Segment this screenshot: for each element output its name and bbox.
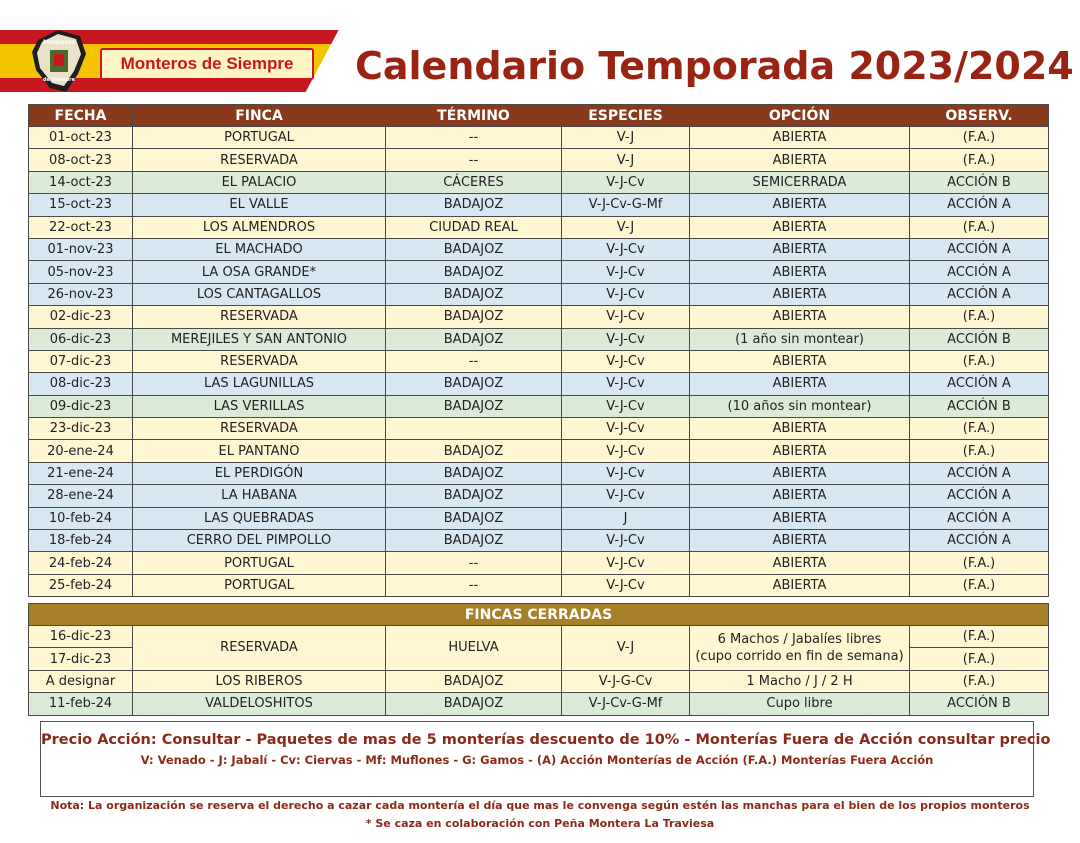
cell-especies: V-J bbox=[562, 216, 690, 238]
cell-termino: BADAJOZ bbox=[386, 283, 562, 305]
cell-termino: CÁCERES bbox=[386, 171, 562, 193]
cell-termino: BADAJOZ bbox=[386, 440, 562, 462]
opcion-line-1: 6 Machos / Jabalíes libres bbox=[717, 631, 882, 647]
cell-observ: ACCIÓN B bbox=[910, 693, 1049, 715]
table-row bbox=[29, 530, 1049, 552]
cell-fecha: 25-feb-24 bbox=[29, 574, 133, 596]
species-legend-text: V: Venado - J: Jabalí - Cv: Ciervas - Mf: Muflones - G: Gamos - (A) Acción Monterías de Acción (F.A.) Monterías Fuera Acción bbox=[140, 753, 934, 767]
cell-fecha: 18-feb-24 bbox=[29, 530, 133, 552]
cell-opcion: ABIERTA bbox=[690, 261, 910, 283]
cell-finca: LOS CANTAGALLOS bbox=[133, 283, 386, 305]
cell-especies: V-J-Cv bbox=[562, 238, 690, 260]
cell-observ: (F.A.) bbox=[910, 350, 1049, 372]
cell-observ: (F.A.) bbox=[910, 418, 1049, 440]
closed-estates-title: FINCAS CERRADAS bbox=[29, 604, 1049, 626]
table-row bbox=[29, 462, 1049, 484]
cell-fecha: 07-dic-23 bbox=[29, 350, 133, 372]
cell-especies: V-J-Cv bbox=[562, 261, 690, 283]
calendar-table bbox=[28, 104, 1049, 597]
cell-opcion: ABIERTA bbox=[690, 574, 910, 596]
cell-fecha: 11-feb-24 bbox=[29, 693, 133, 715]
cell-termino: BADAJOZ bbox=[386, 670, 562, 692]
table-row bbox=[29, 395, 1049, 417]
cell-especies: V-J-Cv bbox=[562, 171, 690, 193]
cell-especies: V-J-Cv bbox=[562, 485, 690, 507]
cell-finca: LAS LAGUNILLAS bbox=[133, 373, 386, 395]
cell-especies: V-J-Cv bbox=[562, 552, 690, 574]
cell-finca: RESERVADA bbox=[133, 149, 386, 171]
cell-finca: RESERVADA bbox=[133, 626, 386, 671]
cell-finca: EL PALACIO bbox=[133, 171, 386, 193]
table-row bbox=[29, 373, 1049, 395]
table-header-row bbox=[29, 105, 1049, 127]
collaboration-note: * Se caza en colaboración con Peña Montera La Traviesa bbox=[365, 817, 715, 830]
cell-termino: -- bbox=[386, 574, 562, 596]
cell-fecha: 15-oct-23 bbox=[29, 194, 133, 216]
col-header-opcion: OPCIÓN bbox=[690, 105, 910, 127]
cell-termino: BADAJOZ bbox=[386, 395, 562, 417]
cell-termino: HUELVA bbox=[386, 626, 562, 671]
table-row bbox=[29, 149, 1049, 171]
table-row bbox=[29, 171, 1049, 193]
table-row bbox=[29, 261, 1049, 283]
cell-especies: V-J-Cv bbox=[562, 418, 690, 440]
cell-finca: PORTUGAL bbox=[133, 574, 386, 596]
cell-observ: ACCIÓN A bbox=[910, 261, 1049, 283]
table-row bbox=[29, 238, 1049, 260]
cell-opcion: SEMICERRADA bbox=[690, 171, 910, 193]
cell-opcion: ABIERTA bbox=[690, 238, 910, 260]
cell-opcion: ABIERTA bbox=[690, 552, 910, 574]
col-header-fecha: FECHA bbox=[29, 105, 133, 127]
cell-especies: V-J bbox=[562, 149, 690, 171]
cell-finca: LAS VERILLAS bbox=[133, 395, 386, 417]
cell-finca: LAS QUEBRADAS bbox=[133, 507, 386, 529]
cell-termino: CIUDAD REAL bbox=[386, 216, 562, 238]
cell-fecha: 28-ene-24 bbox=[29, 485, 133, 507]
table-row bbox=[29, 670, 1049, 692]
cell-termino bbox=[386, 418, 562, 440]
table-row bbox=[29, 626, 1049, 648]
cell-termino: BADAJOZ bbox=[386, 693, 562, 715]
cell-finca: RESERVADA bbox=[133, 306, 386, 328]
cell-finca: EL PANTANO bbox=[133, 440, 386, 462]
cell-observ: ACCIÓN B bbox=[910, 395, 1049, 417]
table-row bbox=[29, 693, 1049, 715]
cell-termino: BADAJOZ bbox=[386, 194, 562, 216]
cell-termino: BADAJOZ bbox=[386, 261, 562, 283]
cell-fecha: 08-dic-23 bbox=[29, 373, 133, 395]
organization-note: Nota: La organización se reserva el derecho a cazar cada montería el día que mas le convenga según estén las manchas para el bien de los propios monteros bbox=[50, 799, 1030, 812]
cell-finca: EL VALLE bbox=[133, 194, 386, 216]
cell-observ: (F.A.) bbox=[910, 216, 1049, 238]
cell-fecha: 08-oct-23 bbox=[29, 149, 133, 171]
cell-finca: VALDELOSHITOS bbox=[133, 693, 386, 715]
col-header-termino: TÉRMINO bbox=[386, 105, 562, 127]
pricing-text: Precio Acción: Consultar - Paquetes de mas de 5 monterías descuento de 10% - Monterías Fuera de Acción consultar precio bbox=[41, 732, 1051, 748]
cell-especies: V-J-Cv bbox=[562, 350, 690, 372]
cell-especies: V-J-Cv bbox=[562, 530, 690, 552]
cell-finca: EL PERDIGÓN bbox=[133, 462, 386, 484]
table-row bbox=[29, 418, 1049, 440]
cell-opcion: ABIERTA bbox=[690, 440, 910, 462]
cell-opcion: ABIERTA bbox=[690, 216, 910, 238]
cell-opcion: ABIERTA bbox=[690, 373, 910, 395]
cell-opcion: Cupo libre bbox=[690, 693, 910, 715]
cell-observ: (F.A.) bbox=[910, 127, 1049, 149]
cell-opcion: (10 años sin montear) bbox=[690, 395, 910, 417]
cell-opcion: ABIERTA bbox=[690, 194, 910, 216]
brand-name: Monteros de Siempre bbox=[100, 48, 314, 80]
cell-fecha: 17-dic-23 bbox=[29, 648, 133, 670]
table-row bbox=[29, 485, 1049, 507]
cell-termino: BADAJOZ bbox=[386, 507, 562, 529]
cell-especies: V-J bbox=[562, 127, 690, 149]
cell-especies: V-J bbox=[562, 626, 690, 671]
cell-fecha: 16-dic-23 bbox=[29, 626, 133, 648]
cell-observ: ACCIÓN A bbox=[910, 507, 1049, 529]
col-header-especies: ESPECIES bbox=[562, 105, 690, 127]
cell-fecha: A designar bbox=[29, 670, 133, 692]
cell-finca: EL MACHADO bbox=[133, 238, 386, 260]
cell-observ: ACCIÓN A bbox=[910, 194, 1049, 216]
cell-observ: (F.A.) bbox=[910, 574, 1049, 596]
cell-opcion: ABIERTA bbox=[690, 350, 910, 372]
table-row bbox=[29, 552, 1049, 574]
cell-fecha: 10-feb-24 bbox=[29, 507, 133, 529]
cell-finca: MEREJILES Y SAN ANTONIO bbox=[133, 328, 386, 350]
cell-observ: ACCIÓN A bbox=[910, 485, 1049, 507]
cell-finca: LA HABANA bbox=[133, 485, 386, 507]
cell-finca: CERRO DEL PIMPOLLO bbox=[133, 530, 386, 552]
cell-observ: ACCIÓN A bbox=[910, 283, 1049, 305]
cell-fecha: 09-dic-23 bbox=[29, 395, 133, 417]
cell-observ: (F.A.) bbox=[910, 552, 1049, 574]
cell-termino: BADAJOZ bbox=[386, 485, 562, 507]
col-header-observ: OBSERV. bbox=[910, 105, 1049, 127]
cell-observ: (F.A.) bbox=[910, 149, 1049, 171]
cell-finca: LOS RIBEROS bbox=[133, 670, 386, 692]
cell-fecha: 14-oct-23 bbox=[29, 171, 133, 193]
table-row bbox=[29, 507, 1049, 529]
cell-termino: BADAJOZ bbox=[386, 530, 562, 552]
cell-opcion: ABIERTA bbox=[690, 283, 910, 305]
table-row bbox=[29, 283, 1049, 305]
cell-especies: V-J-Cv bbox=[562, 306, 690, 328]
logo-emblem-icon bbox=[28, 26, 90, 98]
cell-opcion bbox=[690, 626, 910, 671]
cell-termino: -- bbox=[386, 552, 562, 574]
cell-fecha: 21-ene-24 bbox=[29, 462, 133, 484]
table-row bbox=[29, 328, 1049, 350]
page-title: Calendario Temporada 2023/2024 bbox=[355, 44, 1074, 88]
cell-finca: PORTUGAL bbox=[133, 552, 386, 574]
cell-observ: (F.A.) bbox=[910, 626, 1049, 648]
cell-termino: BADAJOZ bbox=[386, 238, 562, 260]
col-header-finca: FINCA bbox=[133, 105, 386, 127]
cell-especies: J bbox=[562, 507, 690, 529]
closed-estates-table bbox=[28, 603, 1049, 716]
cell-finca: LOS ALMENDROS bbox=[133, 216, 386, 238]
cell-termino: BADAJOZ bbox=[386, 306, 562, 328]
cell-especies: V-J-Cv bbox=[562, 373, 690, 395]
cell-especies: V-J-Cv bbox=[562, 283, 690, 305]
cell-fecha: 02-dic-23 bbox=[29, 306, 133, 328]
calendar-body bbox=[29, 127, 1049, 597]
cell-especies: V-J-Cv bbox=[562, 328, 690, 350]
cell-observ: ACCIÓN B bbox=[910, 328, 1049, 350]
cell-opcion: ABIERTA bbox=[690, 485, 910, 507]
opcion-line-2: (cupo corrido en fin de semana) bbox=[695, 648, 904, 664]
cell-opcion: ABIERTA bbox=[690, 462, 910, 484]
table-row bbox=[29, 127, 1049, 149]
cell-opcion: 1 Macho / J / 2 H bbox=[690, 670, 910, 692]
cell-fecha: 01-oct-23 bbox=[29, 127, 133, 149]
cell-opcion: ABIERTA bbox=[690, 530, 910, 552]
cell-finca: LA OSA GRANDE* bbox=[133, 261, 386, 283]
cell-fecha: 22-oct-23 bbox=[29, 216, 133, 238]
cell-observ: (F.A.) bbox=[910, 440, 1049, 462]
cell-termino: BADAJOZ bbox=[386, 373, 562, 395]
cell-especies: V-J-G-Cv bbox=[562, 670, 690, 692]
cell-especies: V-J-Cv-G-Mf bbox=[562, 693, 690, 715]
cell-fecha: 26-nov-23 bbox=[29, 283, 133, 305]
table-row bbox=[29, 306, 1049, 328]
cell-observ: ACCIÓN A bbox=[910, 373, 1049, 395]
cell-fecha: 20-ene-24 bbox=[29, 440, 133, 462]
cell-termino: -- bbox=[386, 149, 562, 171]
table-row bbox=[29, 350, 1049, 372]
table-row bbox=[29, 574, 1049, 596]
cell-finca: RESERVADA bbox=[133, 418, 386, 440]
cell-finca: RESERVADA bbox=[133, 350, 386, 372]
cell-observ: (F.A.) bbox=[910, 306, 1049, 328]
svg-text:Monteros: Monteros bbox=[43, 39, 75, 46]
cell-observ: (F.A.) bbox=[910, 670, 1049, 692]
cell-opcion: ABIERTA bbox=[690, 127, 910, 149]
cell-observ: ACCIÓN A bbox=[910, 530, 1049, 552]
cell-opcion: ABIERTA bbox=[690, 418, 910, 440]
cell-opcion: ABIERTA bbox=[690, 507, 910, 529]
cell-especies: V-J-Cv bbox=[562, 574, 690, 596]
cell-especies: V-J-Cv bbox=[562, 440, 690, 462]
cell-termino: BADAJOZ bbox=[386, 462, 562, 484]
cell-especies: V-J-Cv bbox=[562, 395, 690, 417]
cell-observ: ACCIÓN A bbox=[910, 238, 1049, 260]
svg-text:de Siempre: de Siempre bbox=[42, 77, 76, 83]
cell-observ: ACCIÓN A bbox=[910, 462, 1049, 484]
pricing-legend-box bbox=[40, 721, 1051, 797]
cell-opcion: (1 año sin montear) bbox=[690, 328, 910, 350]
cell-observ: (F.A.) bbox=[910, 648, 1049, 670]
closed-estates-header bbox=[29, 604, 1049, 626]
cell-fecha: 01-nov-23 bbox=[29, 238, 133, 260]
cell-fecha: 05-nov-23 bbox=[29, 261, 133, 283]
cell-termino: -- bbox=[386, 350, 562, 372]
cell-termino: -- bbox=[386, 127, 562, 149]
table-row bbox=[29, 216, 1049, 238]
cell-termino: BADAJOZ bbox=[386, 328, 562, 350]
cell-fecha: 06-dic-23 bbox=[29, 328, 133, 350]
cell-especies: V-J-Cv bbox=[562, 462, 690, 484]
table-row bbox=[29, 194, 1049, 216]
cell-fecha: 24-feb-24 bbox=[29, 552, 133, 574]
cell-opcion: ABIERTA bbox=[690, 306, 910, 328]
table-row bbox=[29, 440, 1049, 462]
cell-finca: PORTUGAL bbox=[133, 127, 386, 149]
cell-especies: V-J-Cv-G-Mf bbox=[562, 194, 690, 216]
cell-fecha: 23-dic-23 bbox=[29, 418, 133, 440]
cell-observ: ACCIÓN B bbox=[910, 171, 1049, 193]
cell-opcion: ABIERTA bbox=[690, 149, 910, 171]
